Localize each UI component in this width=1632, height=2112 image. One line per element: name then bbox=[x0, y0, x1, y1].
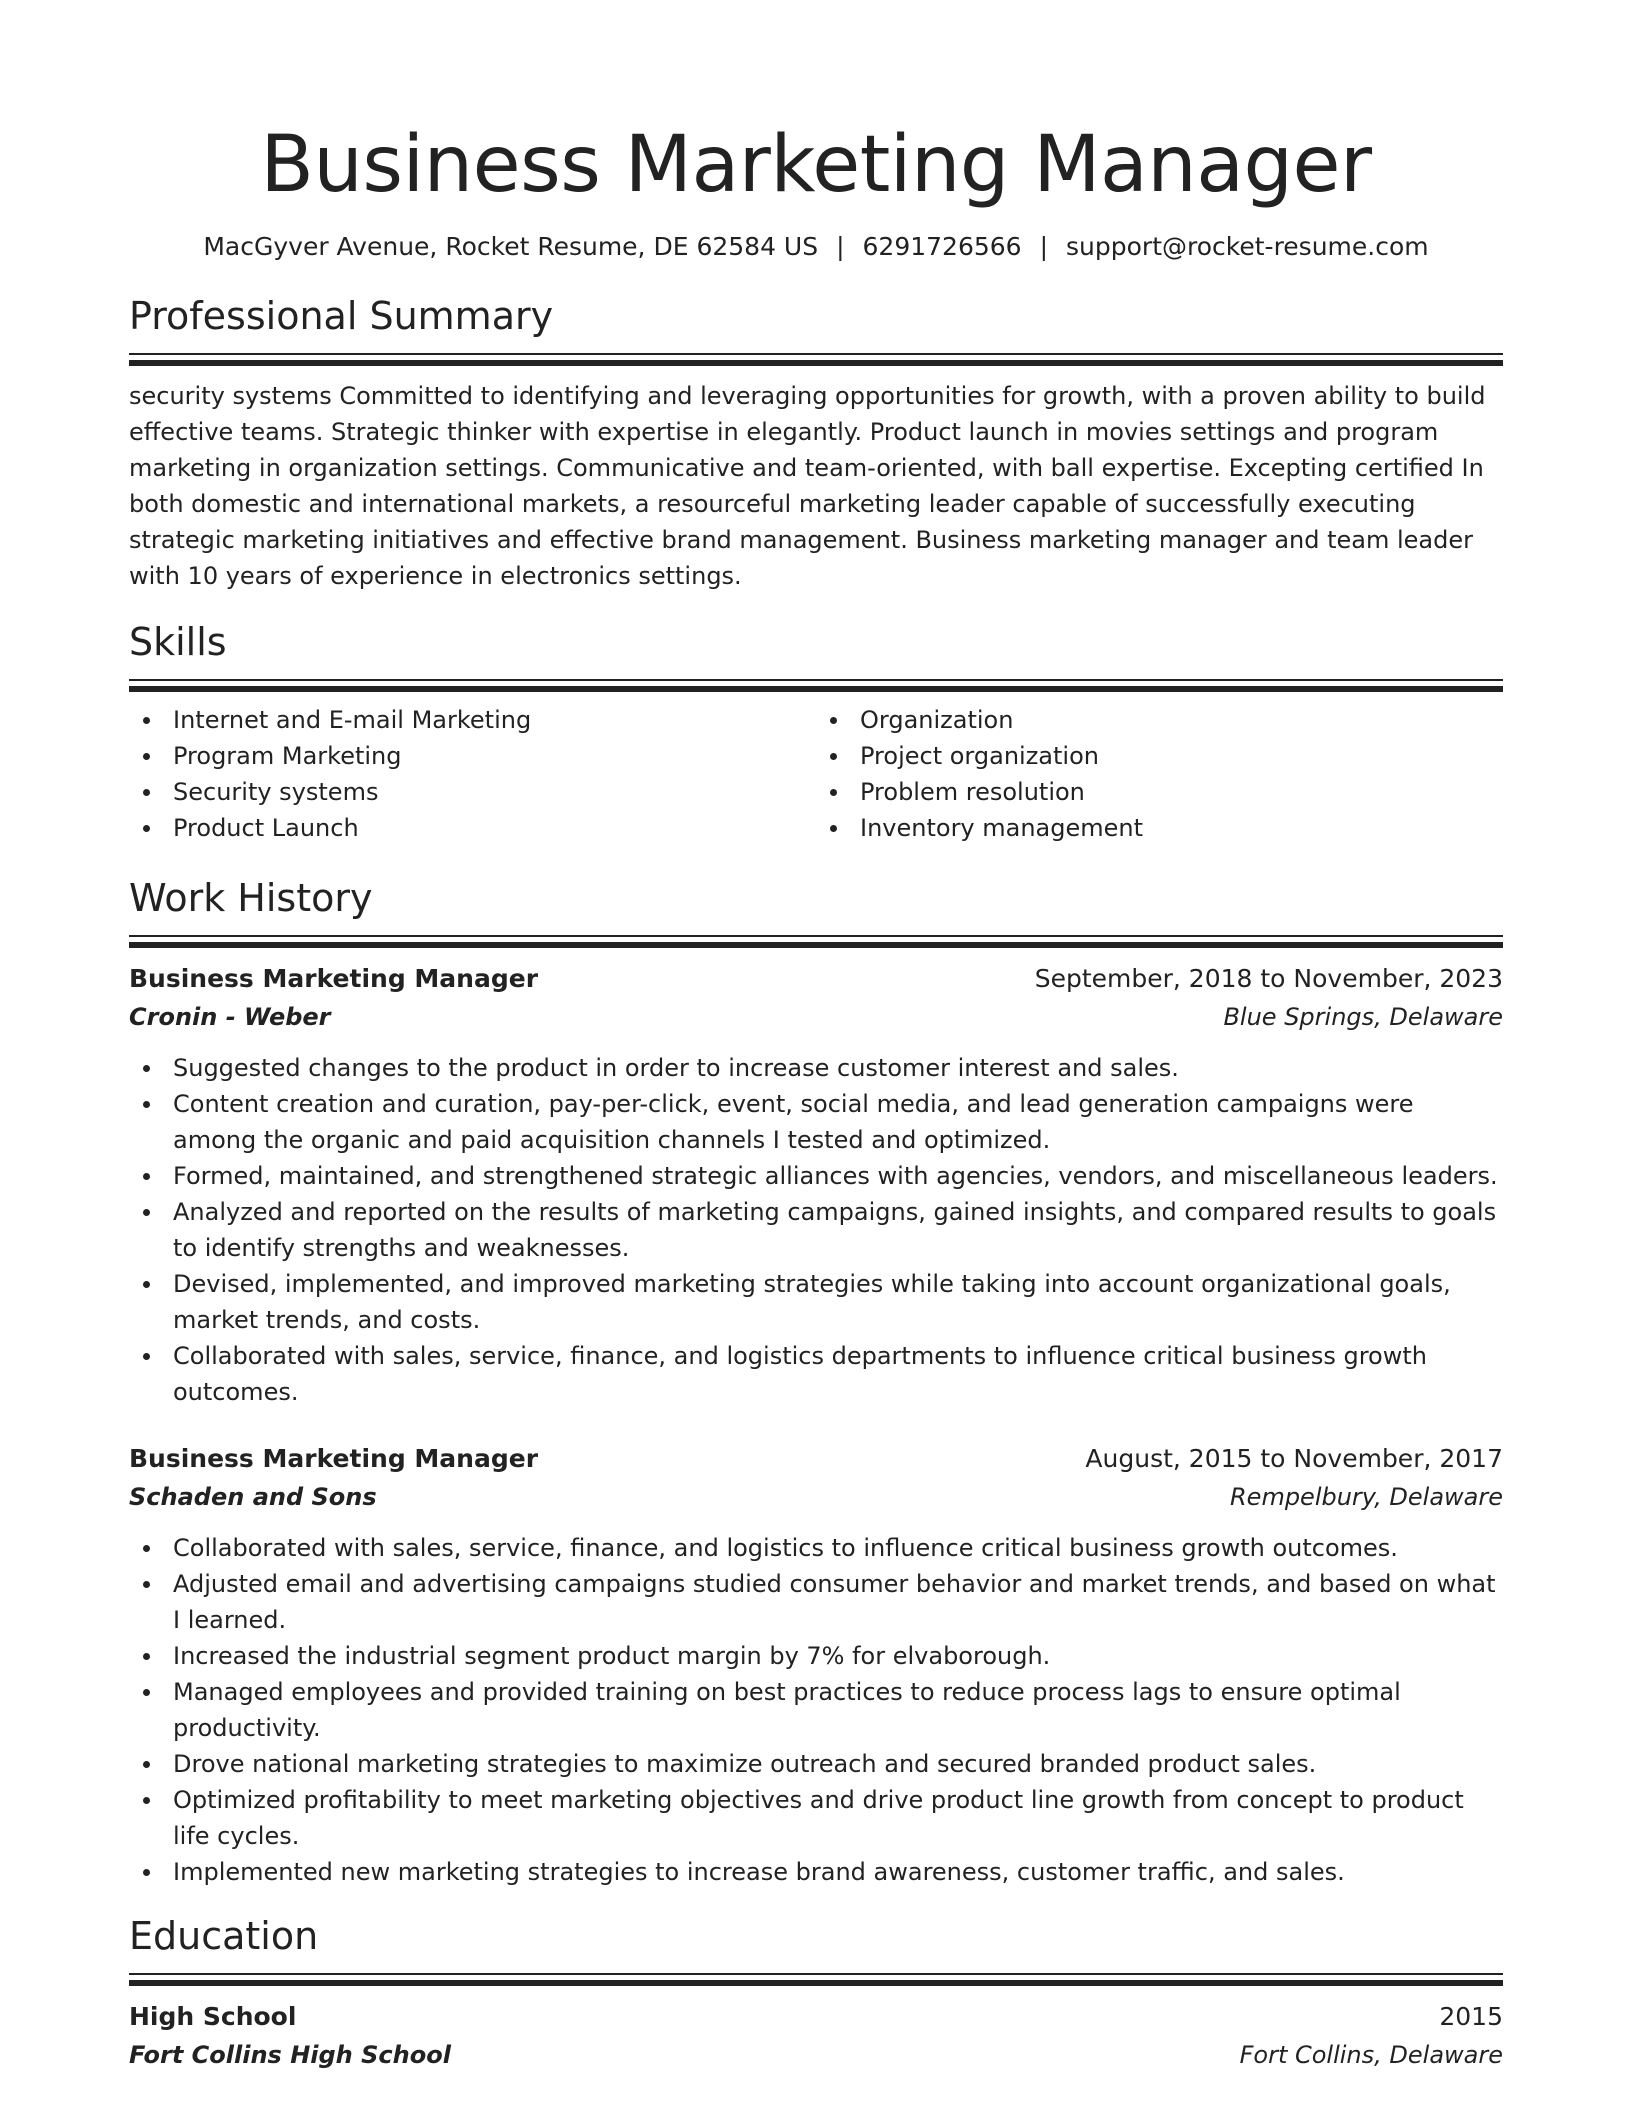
resume-name: Business Marketing Manager bbox=[260, 120, 1372, 210]
job-header-row bbox=[129, 960, 1503, 998]
job-company-row bbox=[129, 1478, 1503, 1516]
job-dates: August, 2015 to November, 2017 bbox=[1085, 1444, 1503, 1473]
job-dates: September, 2018 to November, 2023 bbox=[1034, 964, 1503, 993]
job-bullet: Collaborated with sales, service, finance, and logistics to influence critical business growth outcomes. bbox=[129, 1530, 1503, 1566]
job-location: Blue Springs, Delaware bbox=[1223, 1003, 1503, 1031]
job-company: Cronin - Weber bbox=[129, 1003, 331, 1031]
job-entry bbox=[129, 1440, 1503, 1890]
job-title: Business Marketing Manager bbox=[129, 964, 539, 993]
education-location: Fort Collins, Delaware bbox=[1239, 2041, 1503, 2069]
section-divider bbox=[129, 353, 1503, 366]
skill-item: Program Marketing bbox=[129, 738, 816, 774]
skill-item: Organization bbox=[816, 702, 1503, 738]
skills-column-right bbox=[816, 702, 1503, 846]
skills-column-left bbox=[129, 702, 816, 846]
contact-email: support@rocket-resume.com bbox=[1066, 232, 1429, 261]
education-year: 2015 bbox=[1439, 2002, 1503, 2031]
section-title-work: Work History bbox=[129, 876, 373, 920]
job-entry bbox=[129, 960, 1503, 1410]
section-title-education: Education bbox=[129, 1914, 319, 1958]
education-school-row bbox=[129, 2036, 1503, 2074]
job-header-row bbox=[129, 1440, 1503, 1478]
skill-item: Internet and E-mail Marketing bbox=[129, 702, 816, 738]
summary-text: security systems Committed to identifying and leveraging opportunities for growth, with a proven ability to build effective teams. Strategic thinker with expertise in elegantly. Product launch in movies settings and program marketing in organization settings. Communicative and team-oriented, with ball expertise. Excepting certified In both domestic and international markets, a resourceful marketing leader capable of successfully executing strategic marketing initiatives and effective brand management. Business marketing manager and team leader with 10 years of experience in electronics settings. bbox=[129, 382, 1486, 590]
skills-section bbox=[129, 618, 1503, 846]
skill-item: Inventory management bbox=[816, 810, 1503, 846]
education-degree: High School bbox=[129, 2002, 297, 2031]
education-section bbox=[129, 1912, 1503, 2074]
section-divider bbox=[129, 935, 1503, 948]
skills-columns bbox=[129, 702, 1503, 846]
education-school: Fort Collins High School bbox=[129, 2041, 451, 2069]
skill-item: Product Launch bbox=[129, 810, 816, 846]
section-title-skills: Skills bbox=[129, 620, 227, 664]
job-location: Rempelbury, Delaware bbox=[1230, 1483, 1503, 1511]
job-bullet: Managed employees and provided training on best practices to reduce process lags to ensure optimal productivity. bbox=[129, 1674, 1503, 1746]
job-bullet: Optimized profitability to meet marketing objectives and drive product line growth from concept to product life cycles. bbox=[129, 1782, 1503, 1854]
job-bullet: Drove national marketing strategies to maximize outreach and secured branded product sales. bbox=[129, 1746, 1503, 1782]
contact-separator: | bbox=[1039, 232, 1049, 261]
section-divider bbox=[129, 679, 1503, 692]
summary-section bbox=[129, 292, 1503, 594]
contact-separator: | bbox=[836, 232, 845, 261]
section-divider bbox=[129, 1973, 1503, 1986]
skill-item: Problem resolution bbox=[816, 774, 1503, 810]
skill-item: Security systems bbox=[129, 774, 816, 810]
job-bullet: Formed, maintained, and strengthened strategic alliances with agencies, vendors, and miscellaneous leaders. bbox=[129, 1158, 1503, 1194]
contact-address: MacGyver Avenue, Rocket Resume, DE 62584 US bbox=[203, 232, 819, 261]
job-bullet: Collaborated with sales, service, finance, and logistics departments to influence critical business growth outcomes. bbox=[129, 1338, 1503, 1410]
job-company-row bbox=[129, 998, 1503, 1036]
job-bullet: Devised, implemented, and improved marketing strategies while taking into account organizational goals, market trends, and costs. bbox=[129, 1266, 1503, 1338]
job-company: Schaden and Sons bbox=[129, 1483, 377, 1511]
job-bullet: Increased the industrial segment product margin by 7% for elvaborough. bbox=[129, 1638, 1503, 1674]
education-entry bbox=[129, 1998, 1503, 2074]
contact-phone: 6291726566 bbox=[862, 232, 1022, 261]
work-history-section bbox=[129, 874, 1503, 1890]
job-bullets bbox=[129, 1050, 1503, 1410]
contact-line bbox=[129, 230, 1503, 264]
job-bullet: Implemented new marketing strategies to increase brand awareness, customer traffic, and sales. bbox=[129, 1854, 1503, 1890]
job-bullet: Analyzed and reported on the results of marketing campaigns, gained insights, and compared results to goals to identify strengths and weaknesses. bbox=[129, 1194, 1503, 1266]
section-title-summary: Professional Summary bbox=[129, 294, 554, 338]
job-bullet: Content creation and curation, pay-per-click, event, social media, and lead generation campaigns were among the organic and paid acquisition channels I tested and optimized. bbox=[129, 1086, 1503, 1158]
education-header-row bbox=[129, 1998, 1503, 2036]
job-title: Business Marketing Manager bbox=[129, 1444, 539, 1473]
skill-item: Project organization bbox=[816, 738, 1503, 774]
job-bullets bbox=[129, 1530, 1503, 1890]
job-bullet: Suggested changes to the product in order to increase customer interest and sales. bbox=[129, 1050, 1503, 1086]
job-bullet: Adjusted email and advertising campaigns studied consumer behavior and market trends, and based on what I learned. bbox=[129, 1566, 1503, 1638]
